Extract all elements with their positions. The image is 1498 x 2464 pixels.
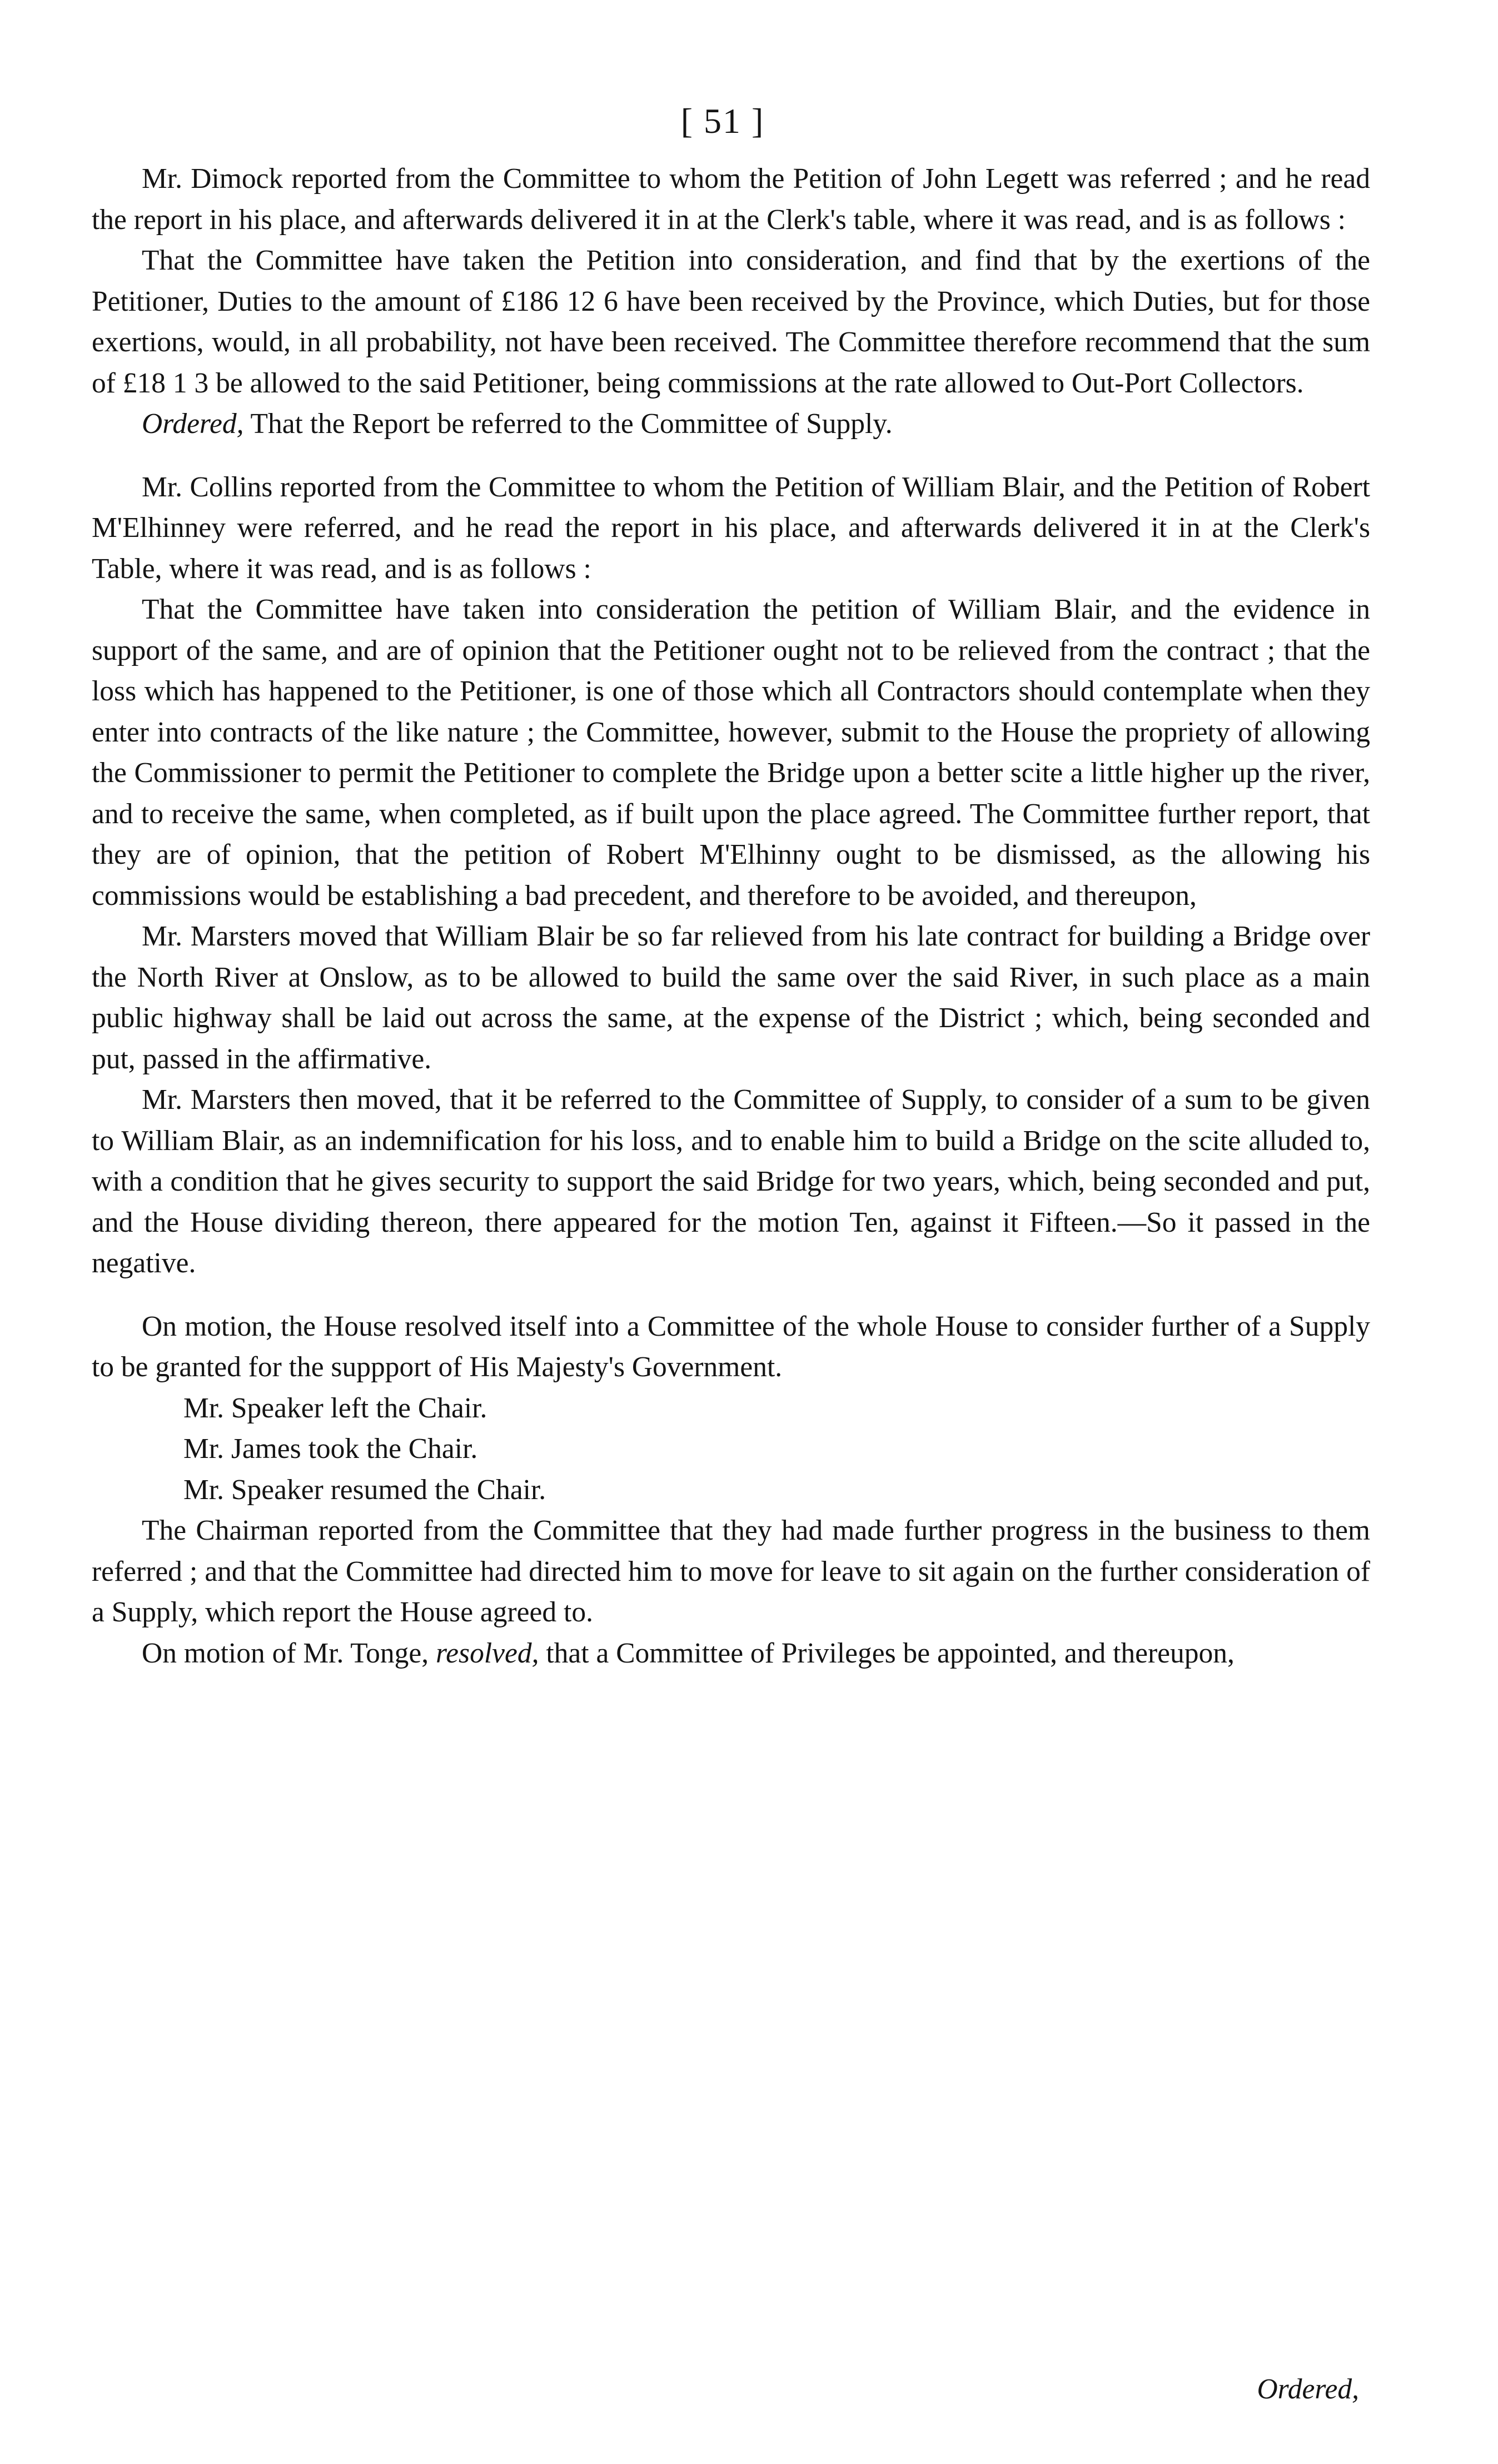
- paragraph-marsters-motion: Mr. Marsters moved that William Blair be so far relieved from his late contract for building a Bridge over the North River at Onslow, as to be allowed to build the same over the said River, in such place as a main public highway shall be laid out across the same, at the expense of the District ; which, being seconded and put, passed in the affirmative.: [92, 920, 1370, 1075]
- james-chair-line: Mr. James took the Chair.: [183, 1433, 478, 1465]
- paragraph-dimock-report: Mr. Dimock reported from the Committee to whom the Petition of John Legett was referred ; and he read the report in his place, and afterwards delivered it in at the Clerk's table, where it was read, and is as follows :: [92, 163, 1370, 236]
- paragraph-supply-committee: On motion, the House resolved itself into a Committee of the whole House to consider further of a Supply to be granted for the suppport of His Majesty's Government.: [92, 1310, 1370, 1383]
- paragraph-ordered-supply: [92, 404, 1370, 445]
- ordered-text: That the Report be referred to the Committee of Supply.: [243, 408, 893, 440]
- body-text: [92, 158, 1370, 1674]
- paragraph-chairman-report: The Chairman reported from the Committee that they had made further progress in the business to them referred ; and that the Committee had directed him to move for leave to sit again on the further consideration of a Supply, which report the House agreed to.: [92, 1515, 1370, 1628]
- paragraph-committee-legett: That the Committee have taken the Petition into consideration, and find that by the exertions of the Petitioner, Duties to the amount of £186 12 6 have been received by the Province, which Duties, but for those exertions, would, in all probability, not have been received. The Committee therefore recommend that the sum of £18 1 3 be allowed to the said Petitioner, being commissions at the rate allowed to Out-Port Collectors.: [92, 245, 1370, 399]
- speaker-left-line: Mr. Speaker left the Chair.: [183, 1392, 487, 1424]
- resolved-label: resolved,: [436, 1637, 539, 1669]
- paragraph-committee-blair: That the Committee have taken into consideration the petition of William Blair, and the evidence in support of the same, and are of opinion that the Petitioner ought not to be relieved from the contract ; that the loss which has happened to the Petitioner, is one of those which all Contractors should contemplate when they enter into contracts of the like nature ; the Committee, however, submit to the House the propriety of allowing the Commissioner to permit the Petitioner to complete the Bridge upon a better scite a little higher up the river, and to receive the same, when completed, as if built upon the place agreed. The Committee further report, that they are of opinion, that the petition of Robert M'Elhinny ought to be dismissed, as the allowing his commissions would be establishing a bad precedent, and therefore to be avoided, and thereupon,: [92, 594, 1370, 912]
- speaker-resumed-line: Mr. Speaker resumed the Chair.: [183, 1474, 546, 1506]
- paragraph-privileges-motion: [92, 1633, 1370, 1674]
- page-number: [ 51 ]: [680, 101, 765, 141]
- paragraph-collins-report: Mr. Collins reported from the Committee to whom the Petition of William Blair, and the Petition of Robert M'Elhinney were referred, and he read the report in his place, and afterwards delivered it in at the Clerk's Table, where it was read, and is as follows :: [92, 471, 1370, 585]
- paragraph-marsters-supply-motion: Mr. Marsters then moved, that it be referred to the Committee of Supply, to consider of a sum to be given to William Blair, as an indemnification for his loss, and to enable him to build a Bridge on the scite alluded to, with a condition that he gives security to support the said Bridge for two years, which, being seconded and put, and the House dividing thereon, there appeared for the motion Ten, against it Fifteen.—So it passed in the negative.: [92, 1084, 1370, 1279]
- ordered-label: Ordered,: [142, 408, 244, 440]
- privileges-text-a: On motion of Mr. Tonge,: [142, 1637, 436, 1669]
- privileges-text-b: that a Committee of Privileges be appointed, and thereupon,: [539, 1637, 1235, 1669]
- catchword: Ordered,: [1257, 2373, 1359, 2405]
